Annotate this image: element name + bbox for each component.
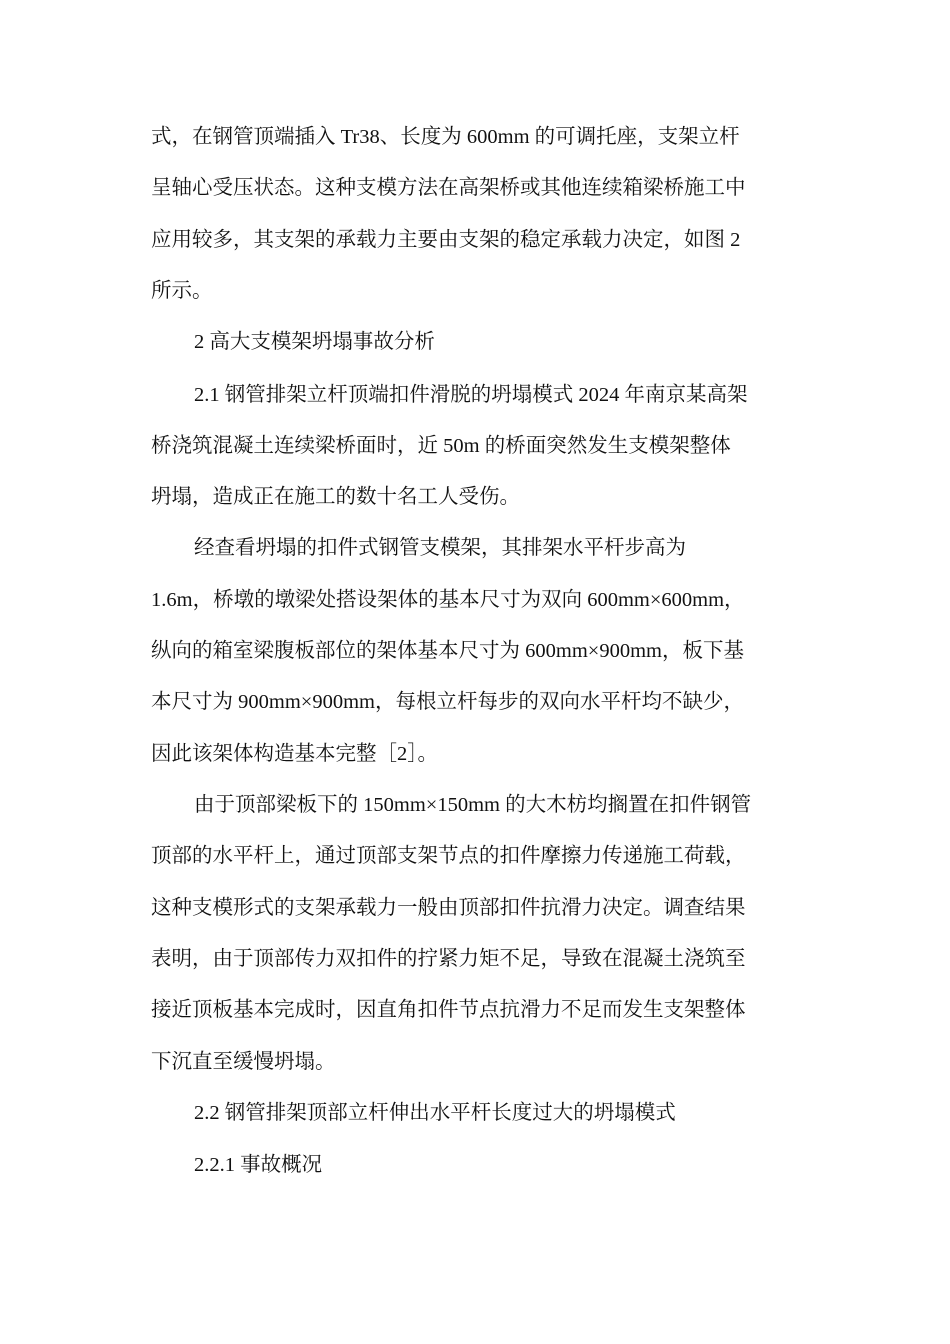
paragraph-line: 应用较多，其支架的承载力主要由支架的稳定承载力决定，如图 2 <box>151 229 741 251</box>
paragraph-line: 式，在钢管顶端插入 Tr38、长度为 600mm 的可调托座，支架立杆 <box>151 126 740 148</box>
paragraph-line: 坍塌，造成正在施工的数十名工人受伤。 <box>151 486 520 508</box>
paragraph-line: 本尺寸为 900mm×900mm，每根立杆每步的双向水平杆均不缺少， <box>151 691 744 713</box>
paragraph-line: 纵向的箱室梁腹板部位的架体基本尺寸为 600mm×900mm，板下基 <box>151 640 744 662</box>
paragraph-line: 经查看坍塌的扣件式钢管支模架，其排架水平杆步高为 <box>194 537 686 559</box>
paragraph-line: 下沉直至缓慢坍塌。 <box>151 1051 336 1073</box>
paragraph-line: 顶部的水平杆上，通过顶部支架节点的扣件摩擦力传递施工荷载， <box>151 845 746 867</box>
paragraph-line: 表明，由于顶部传力双扣件的拧紧力矩不足，导致在混凝土浇筑至 <box>151 948 746 970</box>
paragraph-line: 所示。 <box>151 280 213 302</box>
paragraph-line: 1.6m，桥墩的墩梁处搭设架体的基本尺寸为双向 600mm×600mm， <box>151 589 745 611</box>
paragraph-line: 这种支模形式的支架承载力一般由顶部扣件抗滑力决定。调查结果 <box>151 897 746 919</box>
subsection-heading: 2.2 钢管排架顶部立杆伸出水平杆长度过大的坍塌模式 <box>194 1102 676 1124</box>
subsection-heading: 2.1 钢管排架立杆顶端扣件滑脱的坍塌模式 2024 年南京某高架 <box>194 384 748 406</box>
subsubsection-heading: 2.2.1 事故概况 <box>194 1154 323 1176</box>
paragraph-line: 因此该架体构造基本完整［2］。 <box>151 743 438 765</box>
paragraph-line: 接近顶板基本完成时，因直角扣件节点抗滑力不足而发生支架整体 <box>151 999 746 1021</box>
paragraph-line: 桥浇筑混凝土连续梁桥面时，近 50m 的桥面突然发生支模架整体 <box>151 435 731 457</box>
paragraph-line: 呈轴心受压状态。这种支模方法在高架桥或其他连续箱梁桥施工中 <box>151 177 746 199</box>
section-heading: 2 高大支模架坍塌事故分析 <box>194 331 435 353</box>
paragraph-line: 由于顶部梁板下的 150mm×150mm 的大木枋均搁置在扣件钢管 <box>194 794 752 816</box>
